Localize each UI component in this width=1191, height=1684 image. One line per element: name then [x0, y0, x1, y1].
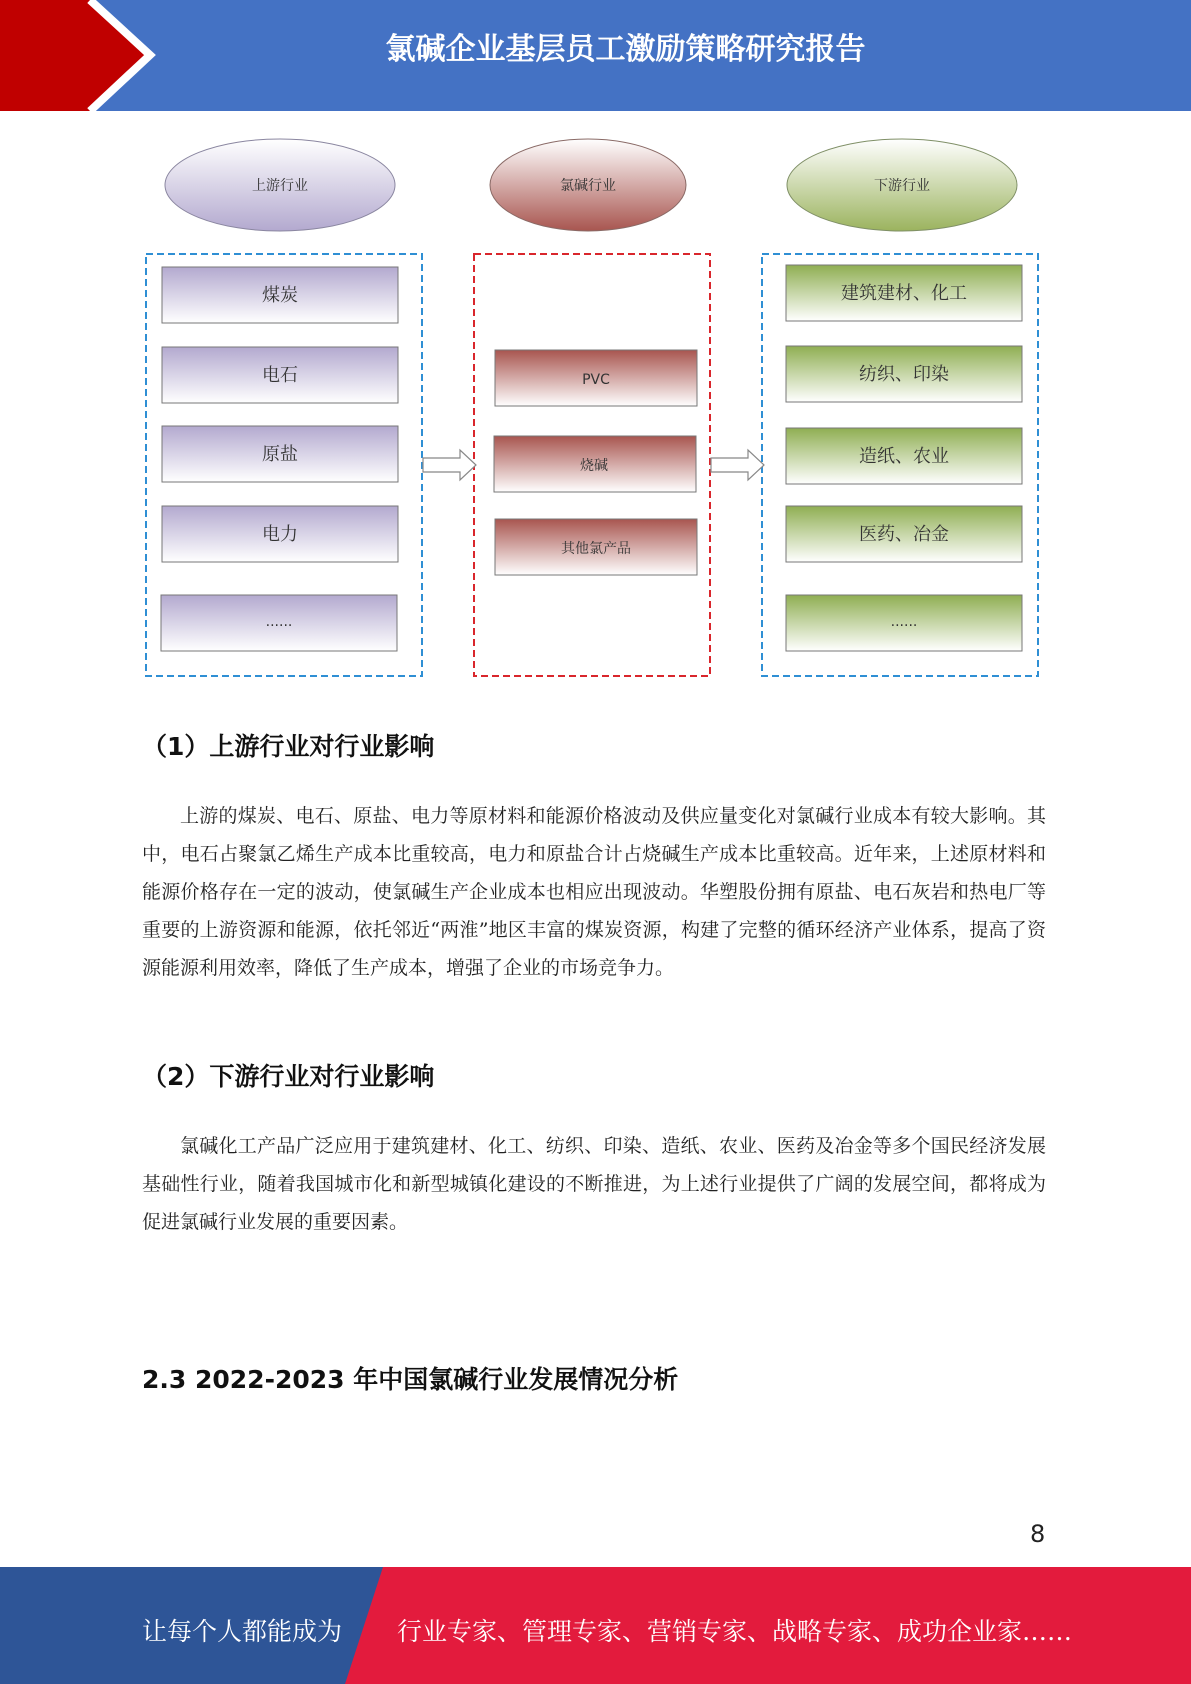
upstream-item [162, 506, 398, 562]
svg-text:医药、冶金: 医药、冶金 [859, 524, 949, 545]
svg-text:......: ...... [890, 614, 918, 630]
footer-slogan-left: 让每个人都能成为 [142, 1617, 343, 1646]
upstream-item [162, 426, 398, 482]
svg-text:PVC: PVC [582, 372, 610, 388]
industry-item [495, 519, 697, 575]
svg-text:电力: 电力 [262, 524, 298, 545]
downstream-item [786, 595, 1022, 651]
upstream-item [162, 347, 398, 403]
industry-item [495, 350, 697, 406]
document-title: 氯碱企业基层员工激励策略研究报告 [385, 32, 866, 67]
chapter-heading: 2.3 2022-2023 年中国氯碱行业发展情况分析 [142, 1365, 679, 1394]
svg-text:其他氯产品: 其他氯产品 [561, 541, 631, 557]
section-paragraph-downstream: 氯碱化工产品广泛应用于建筑建材、化工、纺织、印染、造纸、农业、医药及冶金等多个国民经济发展基础性行业，随着我国城市化和新型城镇化建设的不断推进，为上述行业提供了广阔的发展空间，都将成为促进氯碱行业发展的重要因素。 [142, 1135, 1046, 1233]
downstream-item [786, 265, 1022, 321]
upstream-ellipse [165, 139, 395, 231]
downstream-ellipse [787, 139, 1017, 231]
svg-text:......: ...... [265, 614, 293, 630]
page-number: 8 [1030, 1520, 1046, 1548]
downstream-item [786, 428, 1022, 484]
svg-text:电石: 电石 [262, 365, 298, 386]
svg-text:原盐: 原盐 [262, 444, 298, 465]
section-paragraph-upstream: 上游的煤炭、电石、原盐、电力等原材料和能源价格波动及供应量变化对氯碱行业成本有较大影响。其中，电石占聚氯乙烯生产成本比重较高，电力和原盐合计占烧碱生产成本比重较高。近年来，上述原材料和能源价格存在一定的波动，使氯碱生产企业成本也相应出现波动。华塑股份拥有原盐、电石灰岩和热电厂等重要的上游资源和能源，依托邻近“两淮”地区丰富的煤炭资源，构建了完整的循环经济产业体系，提高了资源能源利用效率，降低了生产成本，增强了企业的市场竞争力。 [142, 805, 1046, 979]
section-heading-downstream: （2）下游行业对行业影响 [142, 1062, 435, 1091]
footer-slogan-right: 行业专家、管理专家、营销专家、战略专家、成功企业家…… [397, 1617, 1073, 1646]
industry-item [494, 436, 696, 492]
industry-ellipse [490, 139, 686, 231]
svg-text:煤炭: 煤炭 [262, 285, 298, 306]
upstream-item [161, 595, 397, 651]
upstream-title: 上游行业 [252, 178, 308, 194]
upstream-item [162, 267, 398, 323]
section-heading-upstream: （1）上游行业对行业影响 [142, 732, 435, 761]
downstream-item [786, 506, 1022, 562]
svg-text:烧碱: 烧碱 [580, 458, 608, 474]
downstream-item [786, 346, 1022, 402]
arrow-industry-to-downstream-icon [711, 450, 764, 480]
svg-text:建筑建材、化工: 建筑建材、化工 [841, 283, 967, 304]
downstream-title: 下游行业 [874, 178, 930, 194]
svg-text:纺织、印染: 纺织、印染 [859, 364, 949, 385]
arrow-upstream-to-industry-icon [423, 450, 476, 480]
svg-text:造纸、农业: 造纸、农业 [859, 446, 949, 467]
industry-chain-diagram [0, 0, 1191, 700]
industry-title: 氯碱行业 [560, 178, 616, 194]
